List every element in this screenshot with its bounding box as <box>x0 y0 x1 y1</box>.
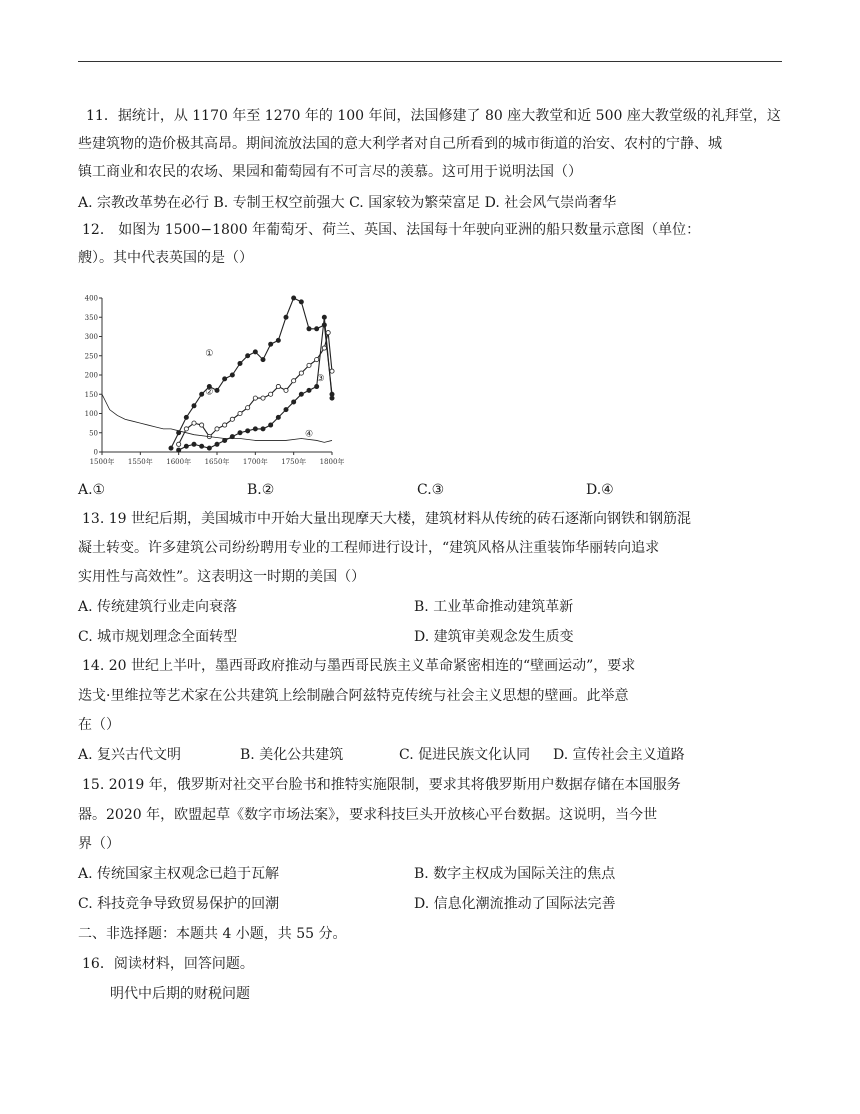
q14-option-c: C. 促进民族文化认同 <box>399 747 531 763</box>
ship-count-chart <box>82 288 345 468</box>
q11-options: A. 宗教改革势在必行 B. 专制王权空前强大 C. 国家较为繁荣富足 D. 社会风气崇尚奢华 <box>78 195 617 211</box>
data-point <box>223 377 227 381</box>
data-point <box>284 408 288 412</box>
data-point <box>299 392 303 396</box>
q15-option-b: B. 数字主权成为国际关注的焦点 <box>414 866 616 882</box>
data-point <box>223 438 227 442</box>
data-point <box>261 427 265 431</box>
q16-line: 16．阅读材料，回答问题。 <box>82 956 254 972</box>
data-point <box>215 388 219 392</box>
x-tick-label: 1600年 <box>166 458 192 466</box>
data-point <box>261 358 265 362</box>
q12-option-a: A.① <box>78 482 106 498</box>
q11-line-3: 镇工商业和农民的农场、果园和葡萄园有不可言尽的羡慕。这可用于说明法国（） <box>78 164 582 180</box>
data-point <box>299 371 303 375</box>
series-label: ④ <box>304 429 314 440</box>
data-point <box>276 415 280 419</box>
x-tick-label: 1800年 <box>319 458 345 466</box>
series-label: ① <box>205 348 214 359</box>
data-point <box>307 363 311 367</box>
q14-line-1: 14. 20 世纪上半叶，墨西哥政府推动与墨西哥民族主义革命紧密相连的“壁画运动”，要求 <box>82 658 636 674</box>
data-point <box>238 361 242 365</box>
q12-line-2: 艘）。其中代表英国的是（） <box>78 250 253 266</box>
q13-line-2: 凝土转变。许多建筑公司纷纷聘用专业的工程师进行设计，“建筑风格从注重装饰华丽转向追求 <box>78 540 660 556</box>
data-point <box>200 423 204 427</box>
y-tick-label: 250 <box>84 352 98 361</box>
y-tick-label: 50 <box>89 429 98 438</box>
x-tick-label: 1750年 <box>281 458 307 466</box>
x-tick-label: 1650年 <box>204 458 230 466</box>
data-point <box>200 444 204 448</box>
q14-option-b: B. 美化公共建筑 <box>240 747 344 763</box>
q15-option-d: D. 信息化潮流推动了国际法完善 <box>414 896 616 912</box>
data-point <box>246 429 250 433</box>
q13-line-3: 实用性与高效性”。这表明这一时期的美国（） <box>78 569 366 585</box>
data-point <box>223 423 227 427</box>
y-tick-label: 150 <box>84 390 98 399</box>
q11-line-1: 11．据统计，从 1170 年至 1270 年的 100 年间，法国修建了 80 座大教堂和近 500 座大教堂级的礼拜堂，这 <box>86 108 781 124</box>
q15-line-1: 15. 2019 年，俄罗斯对社交平台脸书和推特实施限制，要求其将俄罗斯用户数据存储在本国服务 <box>82 777 681 793</box>
data-point <box>326 331 330 335</box>
data-point <box>276 384 280 388</box>
series-label: ② <box>205 387 214 398</box>
x-tick-label: 1550年 <box>127 458 153 466</box>
data-point <box>330 369 334 373</box>
data-point <box>322 315 326 319</box>
data-point <box>292 379 296 383</box>
data-point <box>307 388 311 392</box>
data-point <box>200 392 204 396</box>
data-point <box>261 396 265 400</box>
data-point <box>253 350 257 354</box>
q11-line-2: 些建筑物的造价极其高昂。期间流放法国的意大利学者对自己所看到的城市街道的治安、农村的宁静、城 <box>78 136 722 152</box>
q14-line-2: 迭戈·里维拉等艺术家在公共建筑上绘制融合阿兹特克传统与社会主义思想的壁画。此举意 <box>78 688 629 704</box>
data-point <box>230 417 234 421</box>
q15-line-2: 器。2020 年，欧盟起草《数字市场法案》，要求科技巨头开放核心平台数据。这说明，当今世 <box>78 807 658 823</box>
data-point <box>269 392 273 396</box>
section-2-heading: 二、非选择题：本题共 4 小题，共 55 分。 <box>78 926 347 942</box>
data-point <box>230 435 234 439</box>
data-point <box>177 448 181 452</box>
data-point <box>230 373 234 377</box>
q13-line-1: 13. 19 世纪后期，美国城市中开始大量出现摩天大楼，建筑材料从传统的砖石逐渐向钢铁和钢筋混 <box>82 511 691 527</box>
data-point <box>315 358 319 362</box>
q15-option-a: A. 传统国家主权观念已趋于瓦解 <box>78 866 280 882</box>
series-label: ③ <box>316 373 325 384</box>
q12-line-1: 12． 如图为 1500−1800 年葡萄牙、荷兰、英国、法国每十年驶向亚洲的船只数量示意图（单位： <box>82 222 701 238</box>
data-point <box>238 431 242 435</box>
q12-option-b: B.② <box>247 482 275 498</box>
q13-option-c: C. 城市规划理念全面转型 <box>78 629 238 645</box>
q15-option-c: C. 科技竞争导致贸易保护的回潮 <box>78 896 280 912</box>
series-line <box>102 394 332 442</box>
data-point <box>253 427 257 431</box>
series-line <box>171 298 332 448</box>
x-tick-label: 1700年 <box>242 458 268 466</box>
y-tick-label: 300 <box>84 333 98 341</box>
q13-option-d: D. 建筑审美观念发生质变 <box>414 629 574 645</box>
q15-line-3: 界（） <box>78 836 120 852</box>
data-point <box>322 346 326 350</box>
data-point <box>177 442 181 446</box>
q14-line-3: 在（） <box>78 717 120 733</box>
data-point <box>284 315 288 319</box>
data-point <box>299 300 303 304</box>
data-point <box>169 446 173 450</box>
data-point <box>269 423 273 427</box>
data-point <box>207 446 211 450</box>
data-point <box>253 396 257 400</box>
y-tick-label: 350 <box>84 313 98 322</box>
data-point <box>307 327 311 331</box>
data-point <box>192 421 196 425</box>
q12-option-c: C.③ <box>417 482 445 498</box>
q14-option-d: D. 宣传社会主义道路 <box>553 747 685 763</box>
data-point <box>192 404 196 408</box>
data-point <box>192 442 196 446</box>
data-point <box>184 444 188 448</box>
data-point <box>184 427 188 431</box>
y-tick-label: 200 <box>84 371 98 380</box>
data-point <box>246 354 250 358</box>
data-point <box>215 427 219 431</box>
q14-option-a: A. 复兴古代文明 <box>78 747 182 763</box>
data-point <box>330 396 334 400</box>
data-point <box>238 411 242 415</box>
q13-option-b: B. 工业革命推动建筑革新 <box>414 599 574 615</box>
x-tick-label: 1500年 <box>89 458 115 466</box>
y-tick-label: 100 <box>84 410 98 418</box>
q12-option-d: D.④ <box>586 482 614 498</box>
q13-option-a: A. 传统建筑行业走向衰落 <box>78 599 238 615</box>
data-point <box>215 442 219 446</box>
data-point <box>315 384 319 388</box>
y-tick-label: 0 <box>93 448 98 457</box>
data-point <box>315 327 319 331</box>
data-point <box>269 342 273 346</box>
y-tick-label: 400 <box>84 294 98 303</box>
header-rule <box>78 61 782 62</box>
data-point <box>184 415 188 419</box>
q16-subtitle: 明代中后期的财税问题 <box>110 986 250 1002</box>
data-point <box>246 406 250 410</box>
chart-svg <box>82 288 345 468</box>
data-point <box>276 338 280 342</box>
data-point <box>292 400 296 404</box>
data-point <box>292 296 296 300</box>
data-point <box>284 388 288 392</box>
